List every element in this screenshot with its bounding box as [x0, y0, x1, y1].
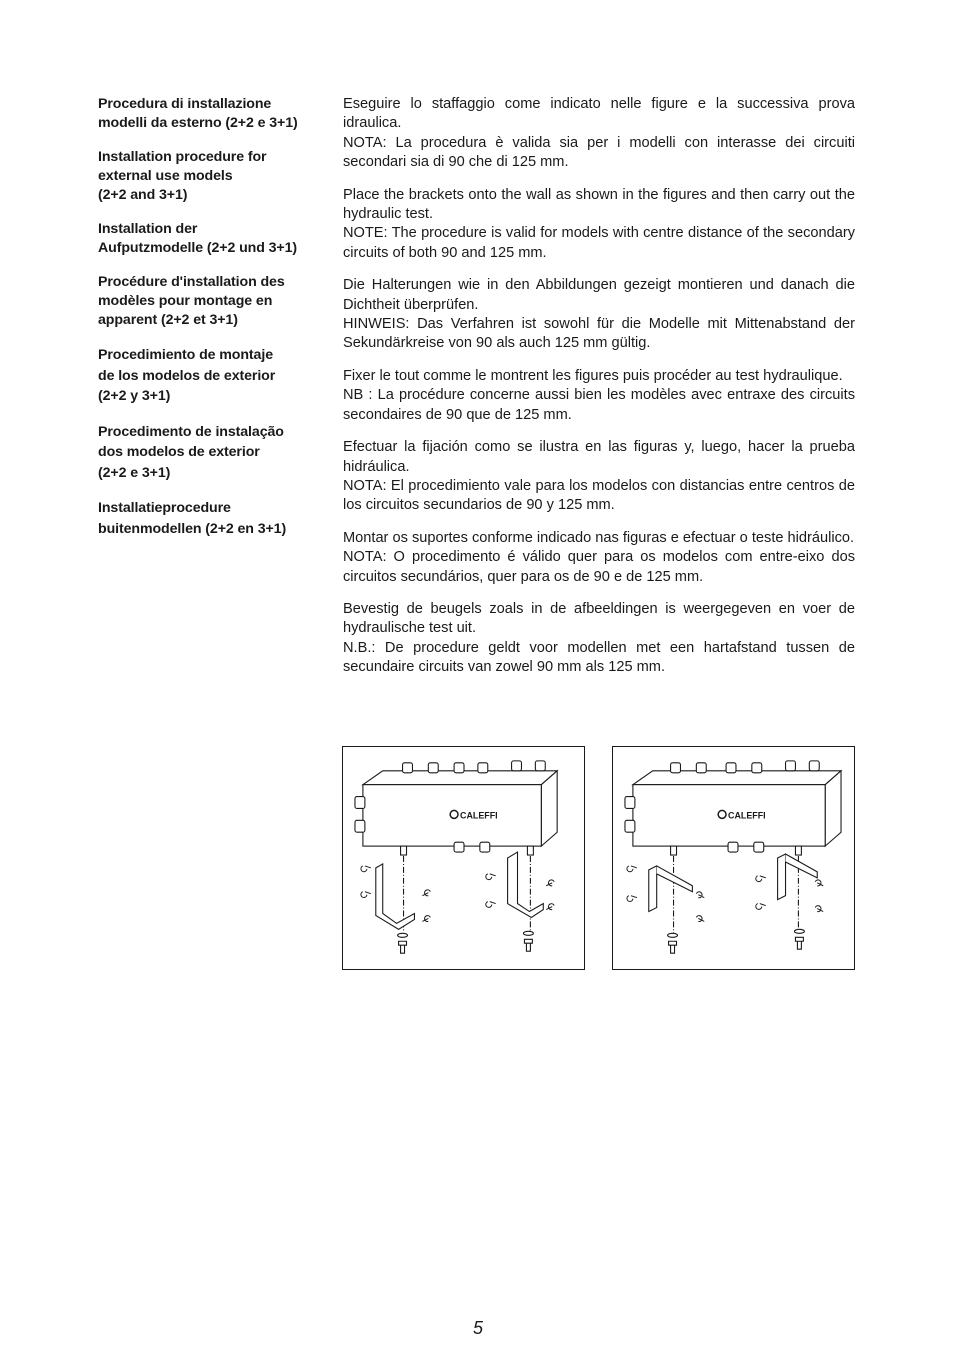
paragraph-dutch: Bevestig de beugels zoals in de afbeeldingen is weergegeven en voer de hydraulische test uit. N.B.: De procedure geldt voor modellen met een hartafstand tussen de secundaire circuits van zowel 90 mm als 125 mm.	[343, 600, 855, 676]
headings-column	[98, 95, 330, 554]
heading-german: Installation der Aufputzmodelle (2+2 und 3+1)	[98, 221, 298, 256]
heading-italian: Procedura di installazione modelli da esterno (2+2 e 3+1)	[98, 96, 298, 131]
paragraph-spanish: Efectuar la fijación como se ilustra en las figuras y, luego, hacer la prueba hidráulica. NOTA: El procedimiento vale para los modelos con distancias entre centros de los circuitos secundarios de 90 y 125 mm.	[343, 439, 855, 514]
caleffi-logo-text: CALEFFI	[728, 810, 766, 821]
installation-figure-1	[342, 746, 585, 970]
heading-portuguese: Procedimento de instalação dos modelos de exterior (2+2 e 3+1)	[98, 423, 284, 481]
paragraph-italian: Eseguire lo staffaggio come indicato nelle figure e la successiva prova idraulica. NOTA: La procedura è valida sia per i modelli con interasse dei circuiti secondari sia di 90 che di 125 mm.	[343, 96, 855, 171]
manifold-bracket-illustration	[343, 747, 584, 969]
paragraph-german: Die Halterungen wie in den Abbildungen gezeigt montieren und danach die Dichtheit überprüfen. HINWEIS: Das Verfahren ist sowohl für die Modelle mit Mittenabstand der Sekundärkreise von 90 als auch 125 mm gültig.	[343, 277, 855, 352]
heading-dutch: Installatieprocedure buitenmodellen (2+2 en 3+1)	[98, 500, 287, 537]
body-column	[343, 95, 855, 691]
manifold-angle-bracket-illustration	[613, 747, 854, 969]
heading-french: Procédure d'installation des modèles pour montage en apparent (2+2 et 3+1)	[98, 274, 285, 328]
paragraph-english: Place the brackets onto the wall as shown in the figures and then carry out the hydraulic test. NOTE: The procedure is valid for models with centre distance of the secondary circuits of both 90 and 125 mm.	[343, 186, 855, 261]
page-number	[0, 1318, 954, 1339]
paragraph-portuguese: Montar os suportes conforme indicado nas figuras e efectuar o teste hidráulico. NOTA: O procedimento é válido quer para os modelos com entre-eixo dos circuitos secundários, quer para os de 90 e de 125 mm.	[343, 529, 855, 585]
paragraph-french: Fixer le tout comme le montrent les figures puis procéder au test hydraulique. NB : La procédure concerne aussi bien les modèles avec entraxe des circuits secondaires de 90 que de 125 mm.	[343, 367, 855, 423]
installation-figure-2	[612, 746, 855, 970]
heading-spanish: Procedimiento de montaje de los modelos de exterior (2+2 y 3+1)	[98, 347, 276, 404]
page-number-text: 5	[472, 1318, 483, 1338]
heading-english: Installation procedure for external use models (2+2 and 3+1)	[98, 149, 267, 203]
caleffi-logo-text: CALEFFI	[460, 810, 498, 821]
